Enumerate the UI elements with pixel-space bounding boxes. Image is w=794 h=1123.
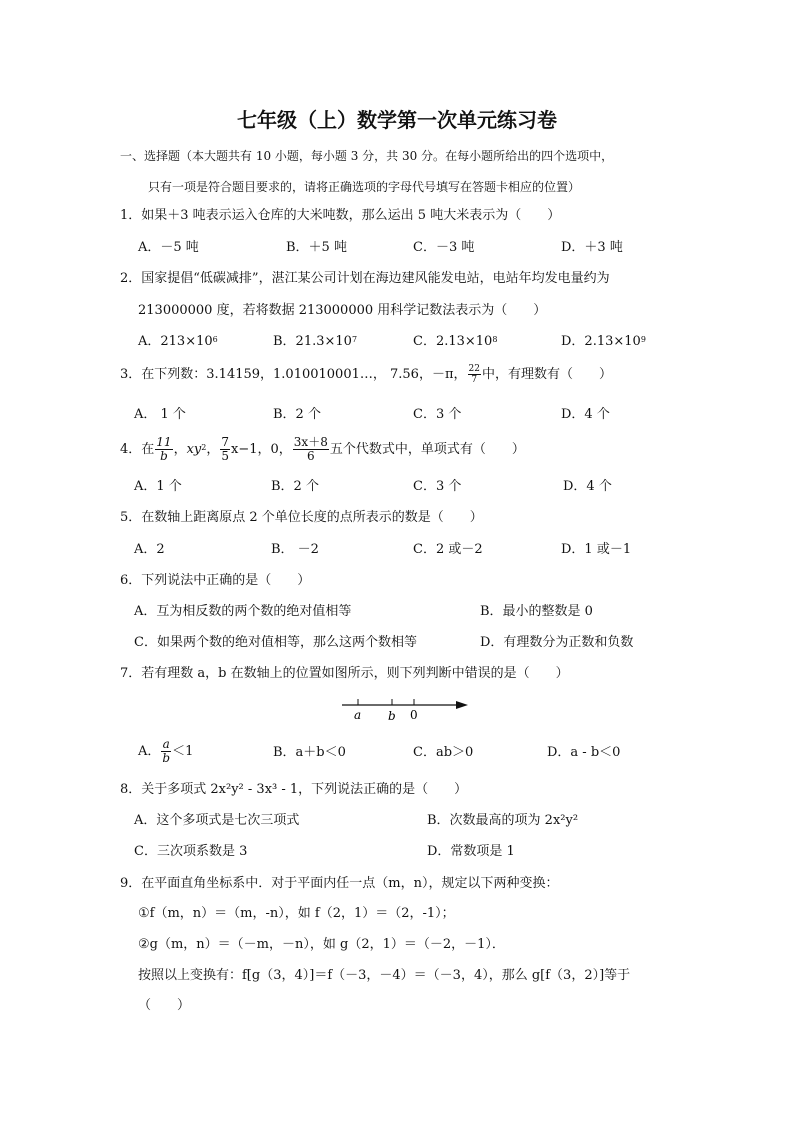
q6-option-a: A．互为相反数的两个数的绝对值相等 [134, 604, 352, 619]
q3-option-c: C．3 个 [413, 407, 462, 422]
q4-fraction-2: $\frac{7}{5}$ [221, 435, 230, 463]
q6-option-b: B．最小的整数是 0 [480, 604, 593, 619]
q8-option-b: B．次数最高的项为 2x²y² [427, 813, 579, 828]
label-zero: 0 [410, 708, 418, 722]
q5-stem: 5．在数轴上距离原点 2 个单位长度的点所表示的数是（ ） [120, 510, 483, 525]
q1-option-a: A．－5 吨 [138, 240, 199, 255]
q6-option-d: D．有理数分为正数和负数 [480, 635, 634, 650]
q1-option-c: C．－3 吨 [413, 240, 475, 255]
label-b: b [388, 709, 396, 723]
number-line-figure [340, 695, 480, 725]
q5-option-d: D．1 或－1 [561, 542, 632, 557]
q2-stem-line2: 213000000 度，若将数据 213000000 用科学记数法表示为（ ） [138, 303, 547, 318]
q5-option-a: A．2 [134, 542, 165, 557]
q7-option-c: C．ab＞0 [413, 745, 474, 760]
q3-fraction: $\frac{22}{7}$ [468, 364, 480, 385]
q4-option-b: B．2 个 [271, 479, 319, 494]
q9-rule-f: ①f（m，n）＝（m，-n），如 f（2，1）＝（2，-1）； [138, 906, 455, 921]
q8-option-c: C．三次项系数是 3 [134, 844, 248, 859]
page-title: 七年级（上）数学第一次单元练习卷 [237, 108, 557, 132]
q8-option-a: A．这个多项式是七次三项式 [134, 813, 300, 828]
q7-option-b: B．a＋b＜0 [273, 745, 346, 760]
q9-stem: 9．在平面直角坐标系中．对于平面内任一点（m，n），规定以下两种变换： [120, 876, 559, 891]
q2-option-c: C．$2.13\times 10^8$ [413, 334, 498, 349]
q7-option-d: D．a - b＜0 [547, 745, 621, 760]
q3-option-b: B．2 个 [273, 407, 321, 422]
q1-stem: 1．如果＋3 吨表示运入仓库的大米吨数，那么运出 5 吨大米表示为（ ） [120, 208, 561, 223]
q7-stem: 7．若有理数 a，b 在数轴上的位置如图所示，则下列判断中错误的是（ ） [120, 666, 569, 681]
label-a: a [354, 708, 362, 722]
q6-stem: 6．下列说法中正确的是（ ） [120, 573, 311, 588]
q4-option-c: C．3 个 [413, 479, 462, 494]
section-instruction-line1: 一、选择题（本大题共有 10 小题，每小题 3 分，共 30 分。在每小题所给出的四个选项中， [120, 149, 614, 163]
q4-fraction-3: $\frac{3x+8}{6}$ [293, 435, 328, 463]
q1-option-d: D．＋3 吨 [561, 240, 623, 255]
q9-answer-blank: （ ） [138, 998, 191, 1013]
section-instruction-line2: 只有一项是符合题目要求的，请将正确选项的字母代号填写在答题卡相应的位置） [148, 180, 581, 194]
q4-stem: 4．在 $\frac{11}{b}$ ，$xy^2$， $\frac{7}{5}$ x−1，0， $\frac{3x+8}{6}$ 五个代数式中，单项式有（ ） [120, 435, 525, 463]
q1-option-b: B．＋5 吨 [286, 240, 347, 255]
q2-option-a: A．$213\times 10^6$ [138, 334, 218, 349]
q5-option-c: C．2 或－2 [413, 542, 483, 557]
q2-option-d: D．$2.13\times 10^9$ [561, 334, 646, 349]
q8-stem: 8．关于多项式 2x²y² - 3x³ - 1，下列说法正确的是（ ） [120, 782, 468, 797]
q9-rule-g: ②g（m，n）＝（－m，－n），如 g（2，1）＝（－2，－1）． [138, 937, 505, 952]
q2-option-b: B．$21.3\times 10^7$ [273, 334, 358, 349]
q3-stem: 3．在下列数：3.14159，1.010010001…， 7.56，－π， $\frac{22}{7}$ 中，有理数有（ ） [120, 364, 612, 385]
q6-option-c: C．如果两个数的绝对值相等，那么这两个数相等 [134, 635, 417, 650]
q7-option-a: A． $\frac{a}{b}$ ＜1 [138, 737, 194, 765]
q3-option-d: D．4 个 [561, 407, 610, 422]
number-line-arrow [456, 701, 468, 709]
q9-question: 按照以上变换有：f[g（3，4）]＝f（－3，－4）＝（－3，4），那么 g[f（3，2）]等于 [138, 968, 631, 983]
q4-option-d: D．4 个 [563, 479, 612, 494]
q3-option-a: A． 1 个 [134, 407, 186, 422]
q5-option-b: B． －2 [271, 542, 319, 557]
q4-option-a: A．1 个 [134, 479, 182, 494]
q4-fraction-1: $\frac{11}{b}$ [156, 435, 172, 463]
q2-stem-line1: 2．国家提倡“低碳减排”，湛江某公司计划在海边建风能发电站，电站年均发电量约为 [120, 271, 610, 286]
q8-option-d: D．常数项是 1 [427, 844, 515, 859]
